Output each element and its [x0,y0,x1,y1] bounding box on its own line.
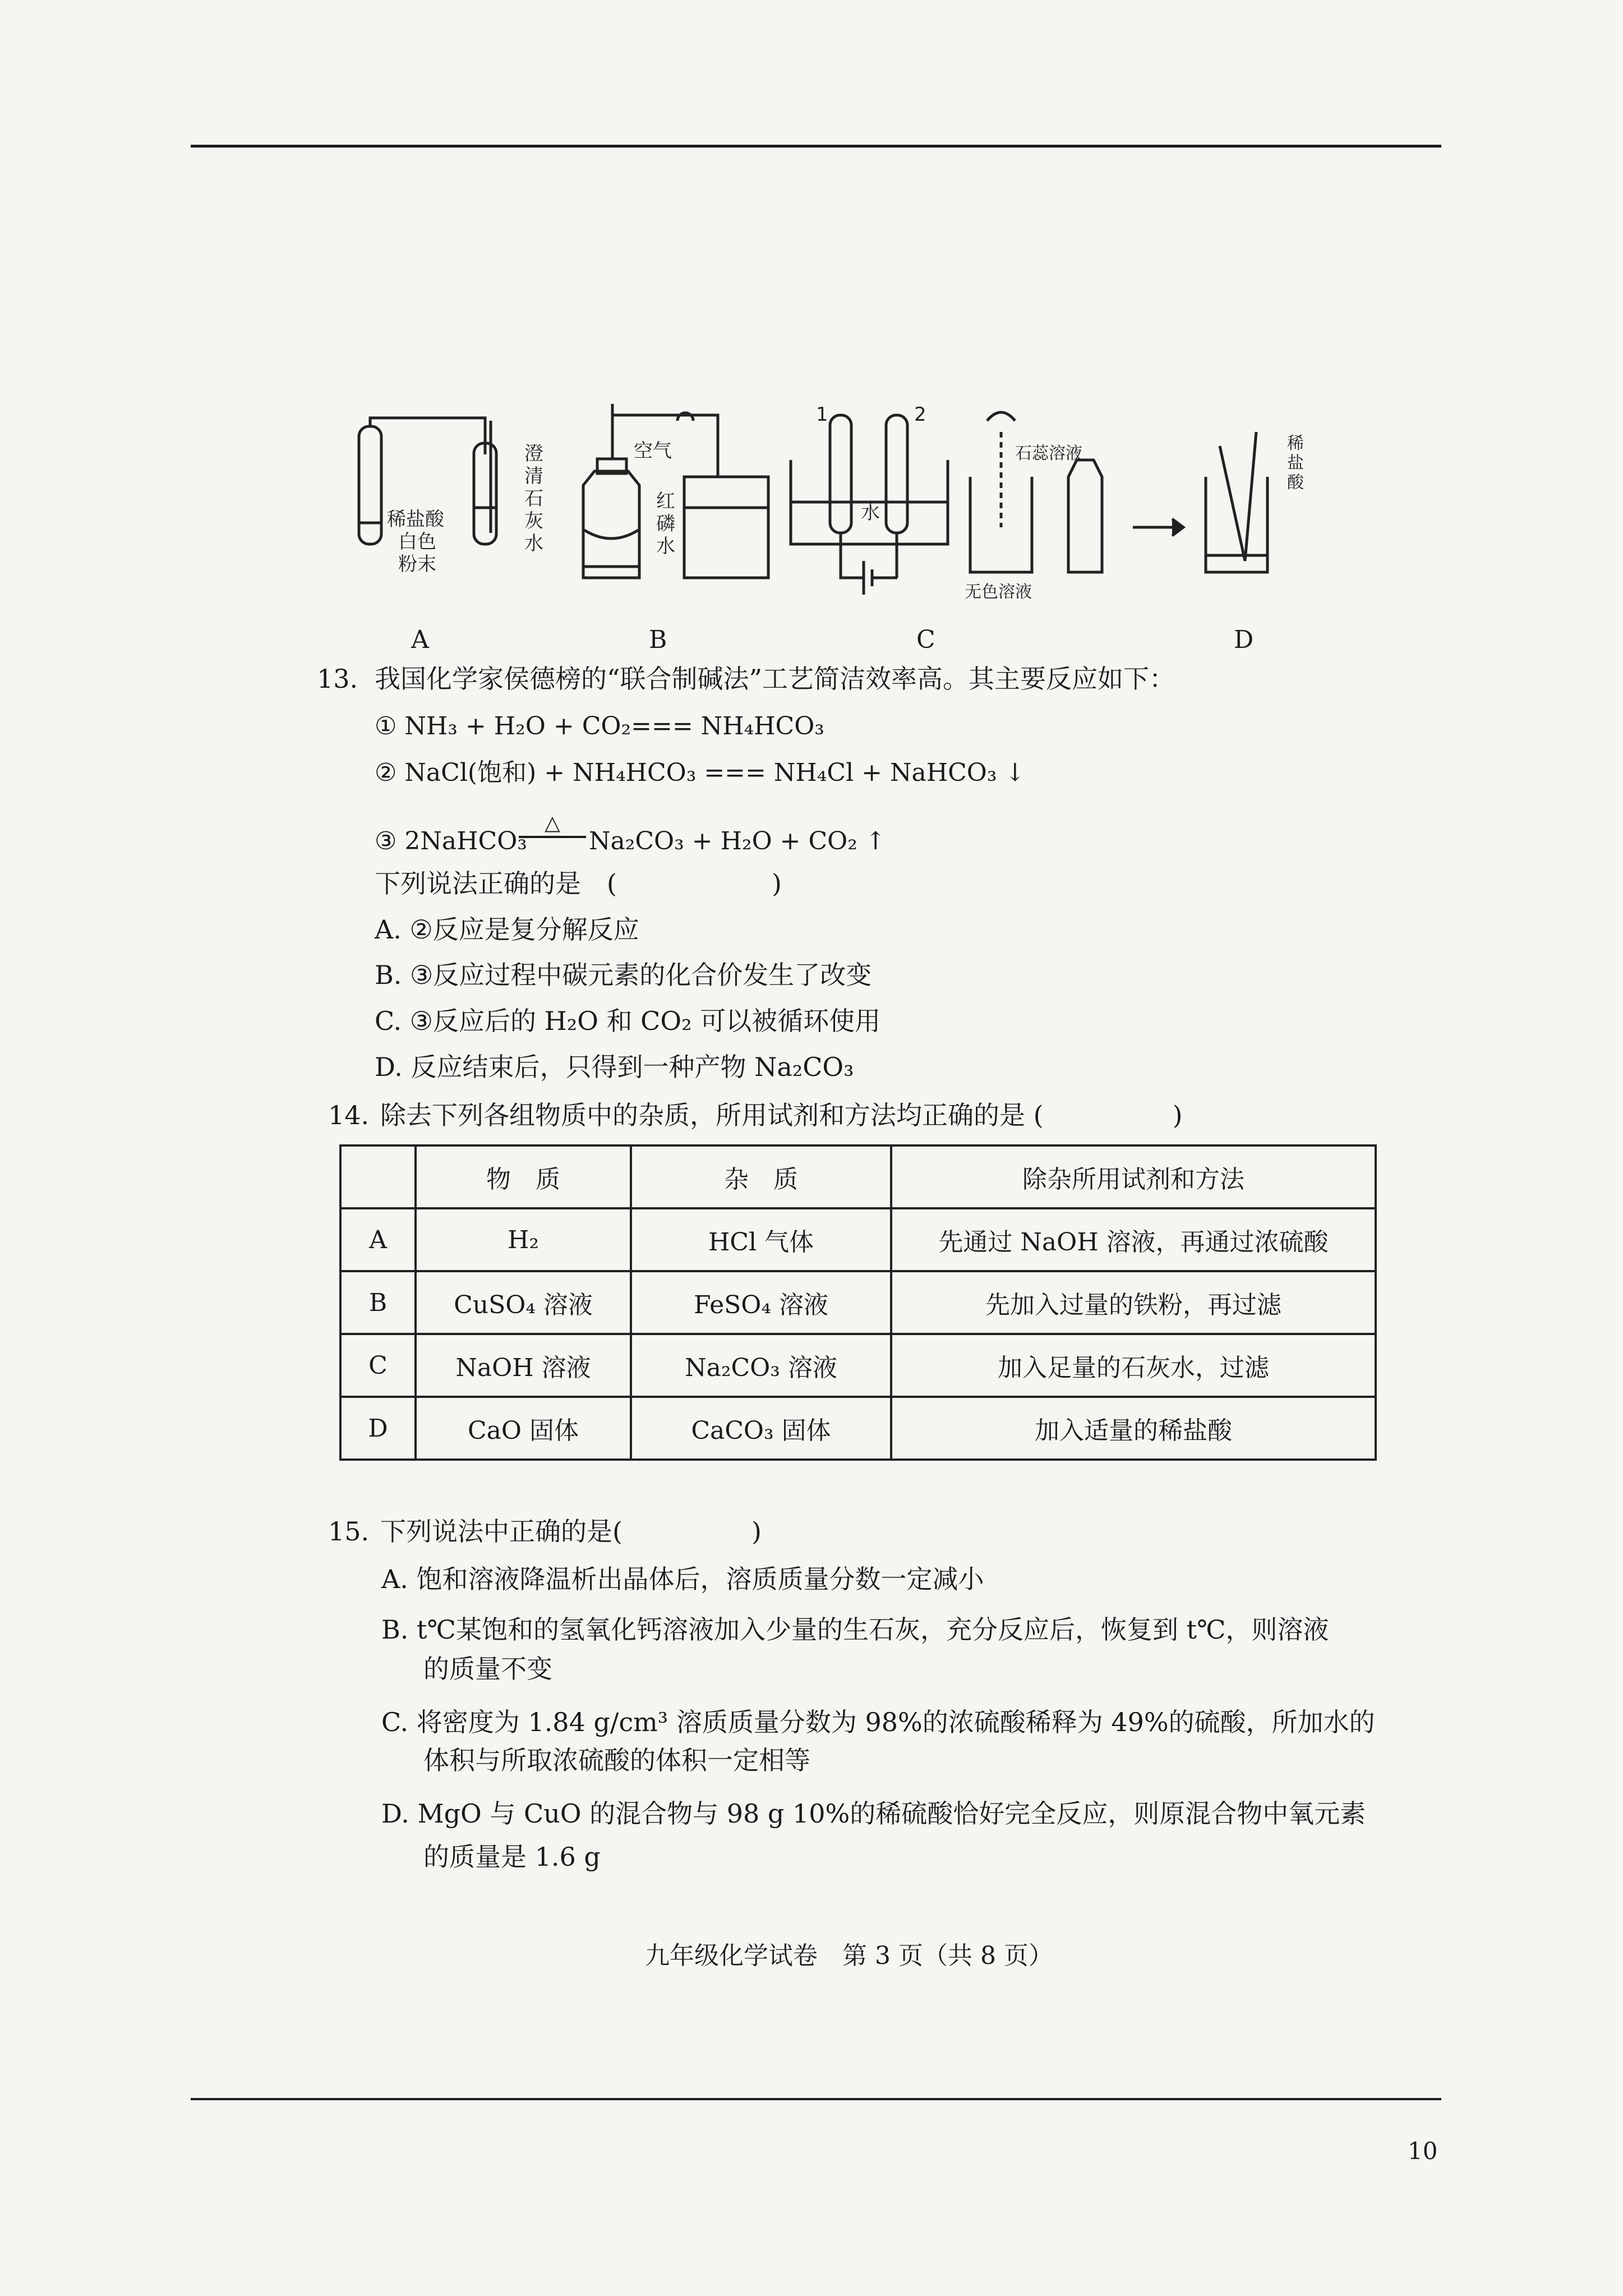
q15-option-c-line1: C. 将密度为 1.84 g/cm³ 溶质质量分数为 98%的浓硫酸稀释为 49%的硫酸，所加水的 [381,1707,1375,1737]
table-cell: HCl 气体 [631,1208,891,1271]
table-header-cell: 除杂所用试剂和方法 [891,1145,1376,1208]
q13-eq2: ② NaCl(饱和) + NH₄HCO₃ === NH₄Cl + NaHCO₃ ↓ [375,758,1026,787]
q14-number: 14. [328,1100,370,1130]
label-limewater-3: 石 [524,487,543,510]
table-cell: 先加入过量的铁粉，再过滤 [891,1271,1376,1334]
figure-label-a: A [411,625,429,654]
apparatus-diagram [336,393,1318,628]
q13-eq3-condition: △ [519,812,586,838]
table-cell: FeSO₄ 溶液 [631,1271,891,1334]
q13-eq3-right: Na₂CO₃ + H₂O + CO₂ ↑ [589,827,886,855]
table-cell: D [340,1397,416,1460]
q15-option-a: A. 饱和溶液降温析出晶体后，溶质质量分数一定减小 [381,1564,984,1594]
label-acid-a: 稀盐酸 [387,508,444,531]
q13-stem: 我国化学家侯德榜的“联合制碱法”工艺简洁效率高。其主要反应如下： [375,664,1175,694]
label-air: 空气 [634,440,672,462]
page-footer: 九年级化学试卷 第 3 页（共 8 页） [645,1941,1053,1970]
q13-option-c: C. ③反应后的 H₂O 和 CO₂ 可以被循环使用 [375,1006,881,1036]
table-header-cell [340,1145,416,1208]
q15-option-d-line1: D. MgO 与 CuO 的混合物与 98 g 10%的稀硫酸恰好完全反应，则原混合物中氧元素 [381,1798,1366,1829]
label-powder-a1: 白色 [398,531,436,553]
label-limewater-5: 水 [524,532,543,555]
table-cell: NaOH 溶液 [416,1334,631,1397]
apparatus-d [970,412,1267,572]
table-cell: 加入足量的石灰水，过滤 [891,1334,1376,1397]
table-header-row [340,1145,1376,1208]
table-cell: CuSO₄ 溶液 [416,1271,631,1334]
table-cell: Na₂CO₃ 溶液 [631,1334,891,1397]
table-header-cell: 杂 质 [631,1145,891,1208]
label-limewater-1: 澄 [524,443,543,465]
top-rule [191,145,1441,148]
q13-option-b: B. ③反应过程中碳元素的化合价发生了改变 [375,960,872,990]
q13-prompt: 下列说法正确的是 ( ) [375,868,782,899]
table-cell: 加入适量的稀盐酸 [891,1397,1376,1460]
q13-eq3-left: ③ 2NaHCO₃ [375,827,527,855]
figure-label-d: D [1234,625,1254,654]
apparatus-b [583,404,768,578]
table-cell: CaCO₃ 固体 [631,1397,891,1460]
table-cell: B [340,1271,416,1334]
label-acid-d1: 稀 [1287,434,1304,453]
table-row [340,1271,1376,1334]
table-row [340,1334,1376,1397]
q15-option-b-line2: 的质量不变 [423,1654,552,1684]
figure-label-b: B [649,625,667,654]
label-acid-d3: 酸 [1287,473,1304,493]
page-number: 10 [1408,2137,1438,2165]
q14-stem: 除去下列各组物质中的杂质，所用试剂和方法均正确的是 ( ) [380,1100,1183,1130]
label-phosphorus-2: 磷 [656,513,675,535]
table-row [340,1208,1376,1271]
table-cell: 先通过 NaOH 溶液，再通过浓硫酸 [891,1208,1376,1271]
q15-stem: 下列说法中正确的是( ) [380,1516,762,1547]
table-cell: A [340,1208,416,1271]
label-colorless: 无色溶液 [965,582,1032,602]
bottom-rule [191,2098,1441,2100]
q15-option-c-line2: 体积与所取浓硫酸的体积一定相等 [423,1745,810,1775]
q13-option-d: D. 反应结束后，只得到一种产物 Na₂CO₃ [375,1052,854,1082]
table-header-cell: 物 质 [416,1145,631,1208]
q15-option-b-line1: B. t℃某饱和的氢氧化钙溶液加入少量的生石灰，充分反应后，恢复到 t℃，则溶液 [381,1614,1329,1645]
label-litmus: 石蕊溶液 [1015,444,1082,463]
figure-label-c: C [916,625,935,654]
q15-option-d-line2: 的质量是 1.6 g [423,1842,601,1872]
label-powder-a2: 粉末 [398,553,436,576]
table-cell: H₂ [416,1208,631,1271]
table-row [340,1397,1376,1460]
label-limewater-4: 灰 [524,510,543,532]
label-phosphorus-3: 水 [656,535,675,558]
label-water-c: 水 [861,501,880,524]
q13-option-a: A. ②反应是复分解反应 [375,914,639,945]
q15-number: 15. [328,1516,370,1547]
label-tube-2: 2 [914,403,926,426]
label-limewater-2: 清 [524,465,543,487]
q13-eq1: ① NH₃ + H₂O + CO₂=== NH₄HCO₃ [375,712,824,740]
label-phosphorus-1: 红 [656,490,675,513]
q14-table [339,1144,1377,1461]
table-cell: CaO 固体 [416,1397,631,1460]
label-acid-d2: 盐 [1287,453,1304,473]
table-cell: C [340,1334,416,1397]
label-tube-1: 1 [816,403,828,426]
q13-number: 13. [317,664,358,694]
